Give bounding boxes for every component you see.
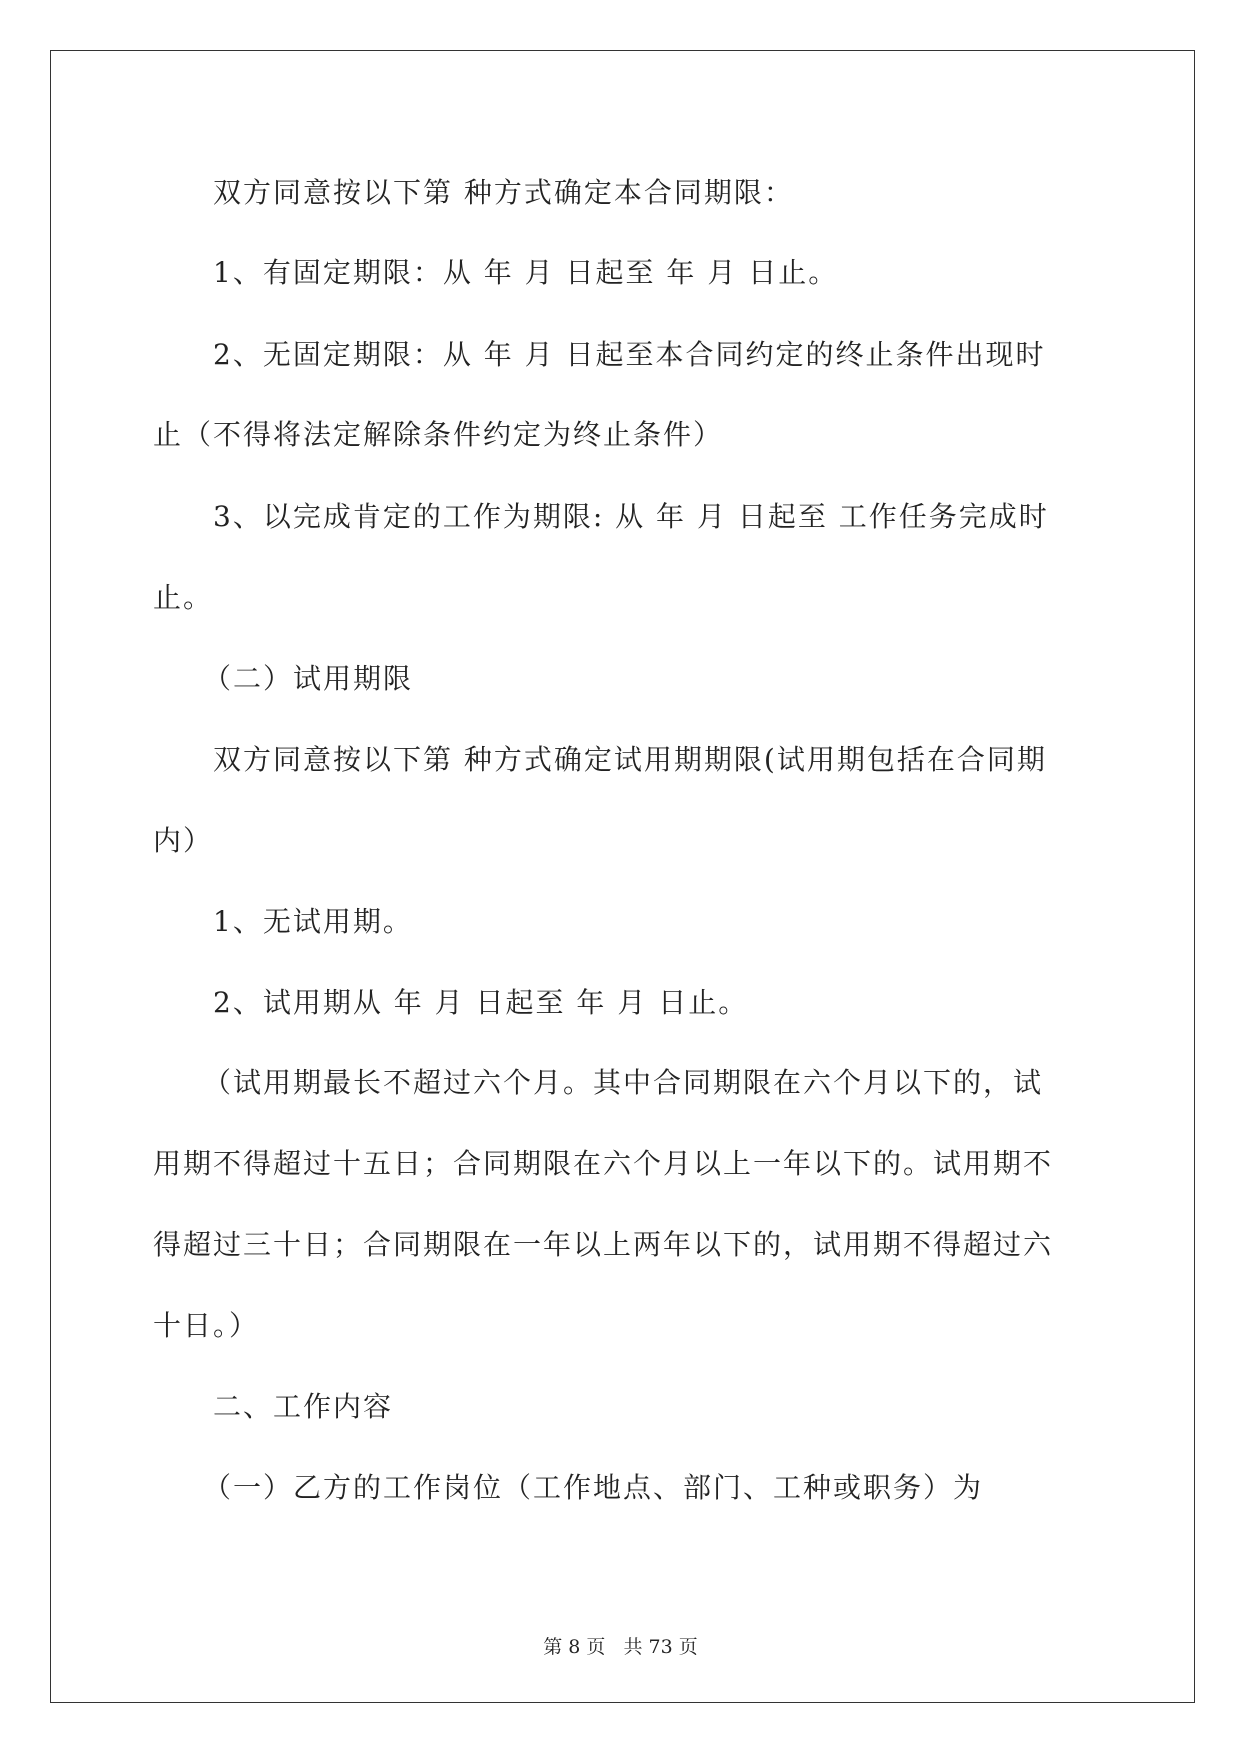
text-line: 2、试用期从 年 月 日起至 年 月 日止。	[213, 986, 749, 1019]
text-line: 双方同意按以下第 种方式确定试用期期限(试用期包括在合同期	[213, 743, 1047, 776]
text-line: 十日。）	[153, 1309, 260, 1342]
text-line: （一）乙方的工作岗位（工作地点、部门、工种或职务）为	[203, 1471, 984, 1504]
page-border	[50, 50, 1195, 1703]
text-line: 用期不得超过十五日；合同期限在六个月以上一年以下的。试用期不	[153, 1147, 1054, 1180]
text-line: 止。	[153, 581, 214, 614]
text-line: （试用期最长不超过六个月。其中合同期限在六个月以下的，试	[203, 1066, 1044, 1099]
text-line: 1、有固定期限：从 年 月 日起至 年 月 日止。	[213, 256, 839, 289]
text-line: 止（不得将法定解除条件约定为终止条件）	[153, 418, 724, 451]
text-line: 双方同意按以下第 种方式确定本合同期限：	[213, 176, 794, 209]
page-number: 第 8 页 共 73 页	[543, 1636, 698, 1658]
section-heading: 二、工作内容	[213, 1390, 394, 1423]
text-line: 1、无试用期。	[213, 905, 413, 938]
text-line: 2、无固定期限：从 年 月 日起至本合同约定的终止条件出现时	[213, 338, 1046, 371]
section-heading: （二）试用期限	[203, 662, 414, 695]
text-line: 得超过三十日；合同期限在一年以上两年以下的，试用期不得超过六	[153, 1228, 1054, 1261]
text-line: 3、以完成肯定的工作为期限: 从 年 月 日起至 工作任务完成时	[213, 500, 1049, 533]
text-line: 内）	[153, 824, 214, 857]
